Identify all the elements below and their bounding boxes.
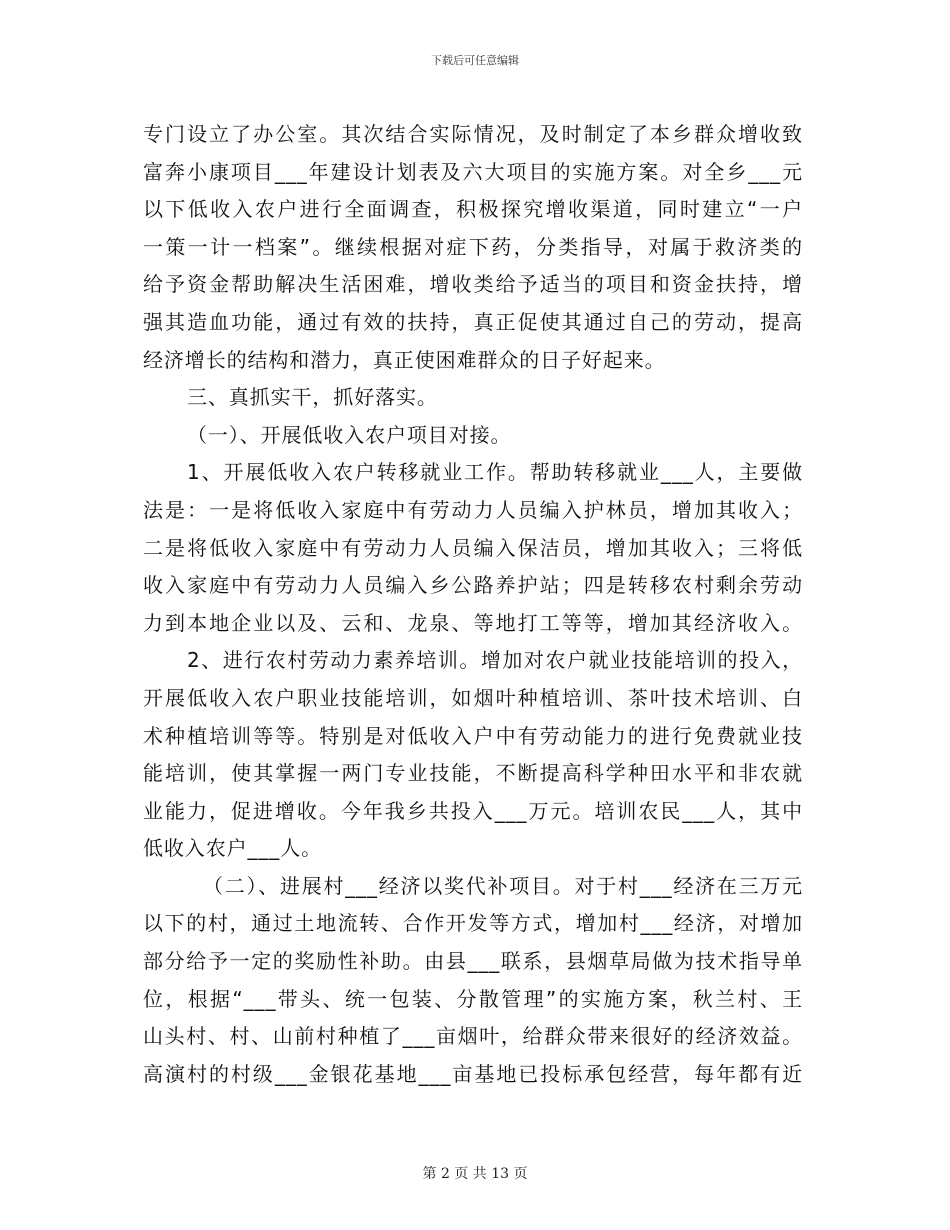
- page-header: 下载后可任意编辑: [431, 54, 519, 67]
- text-line: 术种植培训等等。特别是对低收入户中有劳动能力的进行免费就业技: [143, 723, 803, 748]
- text-line: 一策一计一档案”。继续根据对症下药，分类指导，对属于救济类的: [143, 234, 803, 259]
- text-line: 部分给予一定的奖励性补助。由县___联系，县烟草局做为技术指导单: [143, 949, 803, 974]
- section-heading: 三、真抓实干，抓好落实。: [187, 385, 438, 410]
- document-body: [143, 116, 803, 1093]
- text-line: 低收入农户___人。: [143, 836, 322, 861]
- subsection-heading: （一）、开展低收入农户项目对接。: [187, 422, 512, 447]
- text-line: 位，根据“___带头、统一包装、分散管理”的实施方案，秋兰村、王: [143, 986, 803, 1011]
- text-line: 力到本地企业以及、云和、龙泉、等地打工等等，增加其经济收入。: [143, 610, 803, 635]
- subsection-heading: （二）、进展村___经济以奖代补项目。对于村___经济在三万元: [203, 873, 803, 898]
- text-line: 业能力，促进增收。今年我乡共投入___万元。培训农民___人，其中: [143, 798, 803, 823]
- text-line: 以下低收入农户进行全面调查，积极探究增收渠道，同时建立“一户: [143, 197, 803, 222]
- text-line: 经济增长的结构和潜力，真正使困难群众的日子好起来。: [143, 347, 666, 372]
- text-line: 开展低收入农户职业技能培训，如烟叶种植培训、茶叶技术培训、白: [143, 685, 803, 710]
- text-line: 二是将低收入家庭中有劳动力人员编入保洁员，增加其收入；三将低: [143, 535, 803, 560]
- text-line: 强其造血功能，通过有效的扶持，真正促使其通过自己的劳动，提高: [143, 309, 803, 334]
- text-line: 以下的村，通过土地流转、合作开发等方式，增加村___经济，对增加: [143, 911, 803, 936]
- text-line: 能培训，使其掌握一两门专业技能，不断提高科学种田水平和非农就: [143, 761, 803, 786]
- text-line: 收入家庭中有劳动力人员编入乡公路养护站；四是转移农村剩余劳动: [143, 573, 803, 598]
- text-line: 高演村的村级___金银花基地___亩基地已投标承包经营，每年都有近: [143, 1061, 803, 1086]
- text-line: 2、进行农村劳动力素养培训。增加对农户就业技能培训的投入，: [187, 648, 803, 673]
- page-footer: 第 2 页 共 13 页: [422, 1166, 528, 1182]
- text-line: 法是：一是将低收入家庭中有劳动力人员编入护林员，增加其收入；: [143, 497, 803, 522]
- text-line: 山头村、村、山前村种植了___亩烟叶，给群众带来很好的经济效益。: [143, 1024, 803, 1049]
- text-line: 专门设立了办公室。其次结合实际情况，及时制定了本乡群众增收致: [143, 122, 803, 146]
- text-line: 1、开展低收入农户转移就业工作。帮助转移就业___人，主要做: [187, 460, 803, 485]
- text-line: 给予资金帮助解决生活困难，增收类给予适当的项目和资金扶持，增: [143, 272, 803, 297]
- text-line: 富奔小康项目___年建设计划表及六大项目的实施方案。对全乡___元: [143, 159, 803, 184]
